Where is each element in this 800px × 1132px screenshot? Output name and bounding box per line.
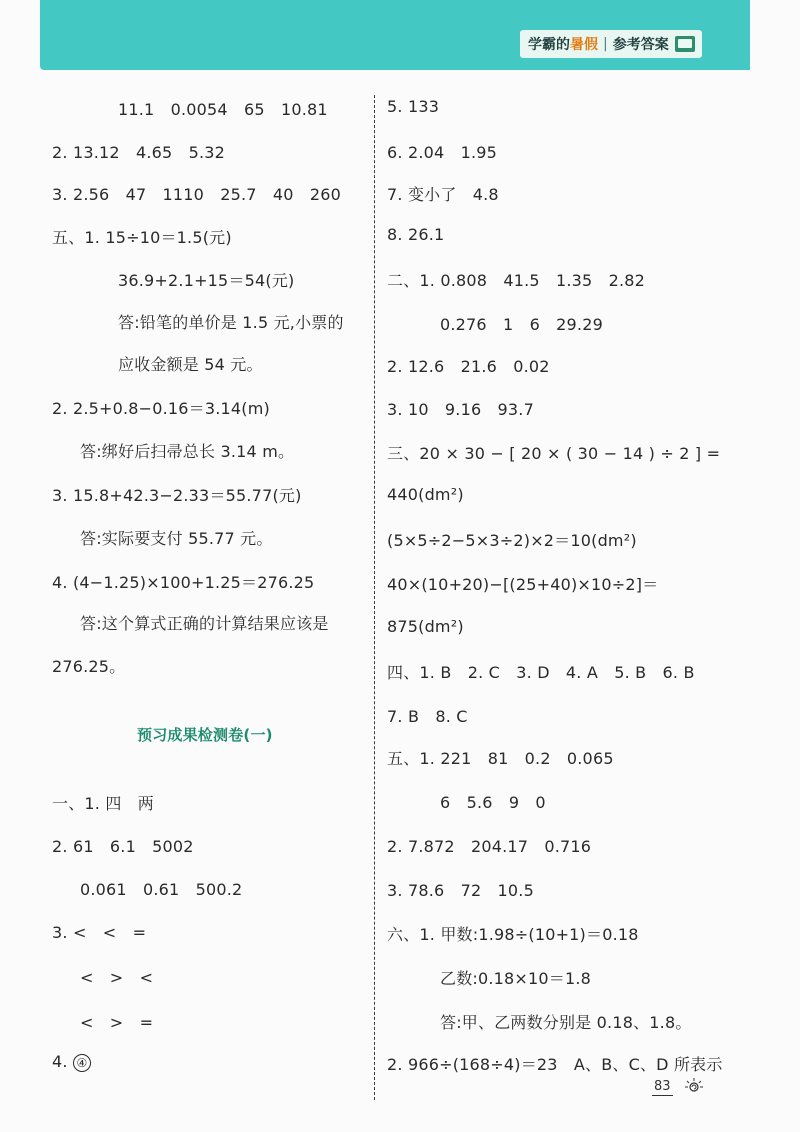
sun-swirl-icon xyxy=(683,1076,705,1096)
answer-line: 答:铅笔的单价是 1.5 元,小票的 xyxy=(118,313,344,332)
answer-line: 四、1. B 2. C 3. D 4. A 5. B 6. B xyxy=(387,663,695,682)
answer-line: 2. 61 6.1 5002 xyxy=(52,837,194,856)
answer-line: 2. 2.5+0.8−0.16＝3.14(m) xyxy=(52,399,270,418)
answer-line: 2. 13.12 4.65 5.32 xyxy=(52,143,226,162)
answer-line: 六、1. 甲数:1.98÷(10+1)＝0.18 xyxy=(387,925,639,944)
answer-line: 3. 78.6 72 10.5 xyxy=(387,881,534,900)
answer-line: 36.9+2.1+15＝54(元) xyxy=(118,271,295,290)
section-title: 预习成果检测卷(一) xyxy=(137,726,273,744)
header-subtitle: 参考答案 xyxy=(612,37,669,53)
answer-line: 440(dm²) xyxy=(387,485,464,504)
answer-line: 8. 26.1 xyxy=(387,225,445,244)
answer-line: 乙数:0.18×10＝1.8 xyxy=(440,969,592,988)
answer-line xyxy=(52,1052,91,1072)
answer-line: 2. 12.6 21.6 0.02 xyxy=(387,357,550,376)
answer-line: 应收金额是 54 元。 xyxy=(118,355,263,374)
answer-line: 6. 2.04 1.95 xyxy=(387,143,498,162)
circled-number: ④ xyxy=(73,1054,91,1072)
answer-line: 三、20 × 30 − [ 20 × ( 30 − 14 ) ÷ 2 ] = xyxy=(387,444,721,463)
answer-line: 2. 966÷(168÷4)＝23 A、B、C、D 所表示 xyxy=(387,1055,723,1074)
answer-line: 五、1. 15÷10＝1.5(元) xyxy=(52,228,232,247)
answer-line: 7. 变小了 4.8 xyxy=(387,185,499,204)
header-brand: 学霸的 xyxy=(528,37,570,53)
answer-line: 3. 10 9.16 93.7 xyxy=(387,400,534,419)
answer-line: 276.25。 xyxy=(52,657,126,676)
answer-line: 40×(10+20)−[(25+40)×10÷2]＝ xyxy=(387,575,659,594)
answer-line: < > < xyxy=(80,968,154,987)
header-brand-highlight: 暑假 xyxy=(570,37,598,53)
book-icon xyxy=(675,36,695,52)
answer-line: (5×5÷2−5×3÷2)×2＝10(dm²) xyxy=(387,531,637,550)
answer-line: 2. 7.872 204.17 0.716 xyxy=(387,837,592,856)
answer-line: < > = xyxy=(80,1013,154,1032)
answer-line: 4. (4−1.25)×100+1.25＝276.25 xyxy=(52,573,315,592)
answer-line: 答:实际要支付 55.77 元。 xyxy=(80,529,273,548)
answer-line: 0.276 1 6 29.29 xyxy=(440,315,603,334)
answer-line: 875(dm²) xyxy=(387,617,464,636)
page-number: 83 xyxy=(654,1079,671,1094)
answer-line: 3. < < = xyxy=(52,923,147,942)
answer-prefix: 4. xyxy=(52,1052,73,1071)
answer-line: 答:绑好后扫帚总长 3.14 m。 xyxy=(80,442,295,461)
answer-line: 11.1 0.0054 65 10.81 xyxy=(118,100,328,119)
answer-line: 答:甲、乙两数分别是 0.18、1.8。 xyxy=(440,1013,692,1032)
answer-line: 3. 15.8+42.3−2.33＝55.77(元) xyxy=(52,486,302,505)
answer-line: 3. 2.56 47 1110 25.7 40 260 xyxy=(52,185,341,204)
answer-line: 5. 133 xyxy=(387,97,440,116)
header-tab xyxy=(520,30,702,58)
answer-line: 7. B 8. C xyxy=(387,707,468,726)
answer-line: 一、1. 四 两 xyxy=(52,794,154,813)
column-divider xyxy=(374,95,375,1100)
answer-line: 二、1. 0.808 41.5 1.35 2.82 xyxy=(387,271,646,290)
answer-line: 0.061 0.61 500.2 xyxy=(80,880,243,899)
answer-line: 答:这个算式正确的计算结果应该是 xyxy=(80,614,329,633)
answer-line: 五、1. 221 81 0.2 0.065 xyxy=(387,749,614,768)
header-separator: | xyxy=(603,36,608,52)
answer-line: 6 5.6 9 0 xyxy=(440,793,546,812)
